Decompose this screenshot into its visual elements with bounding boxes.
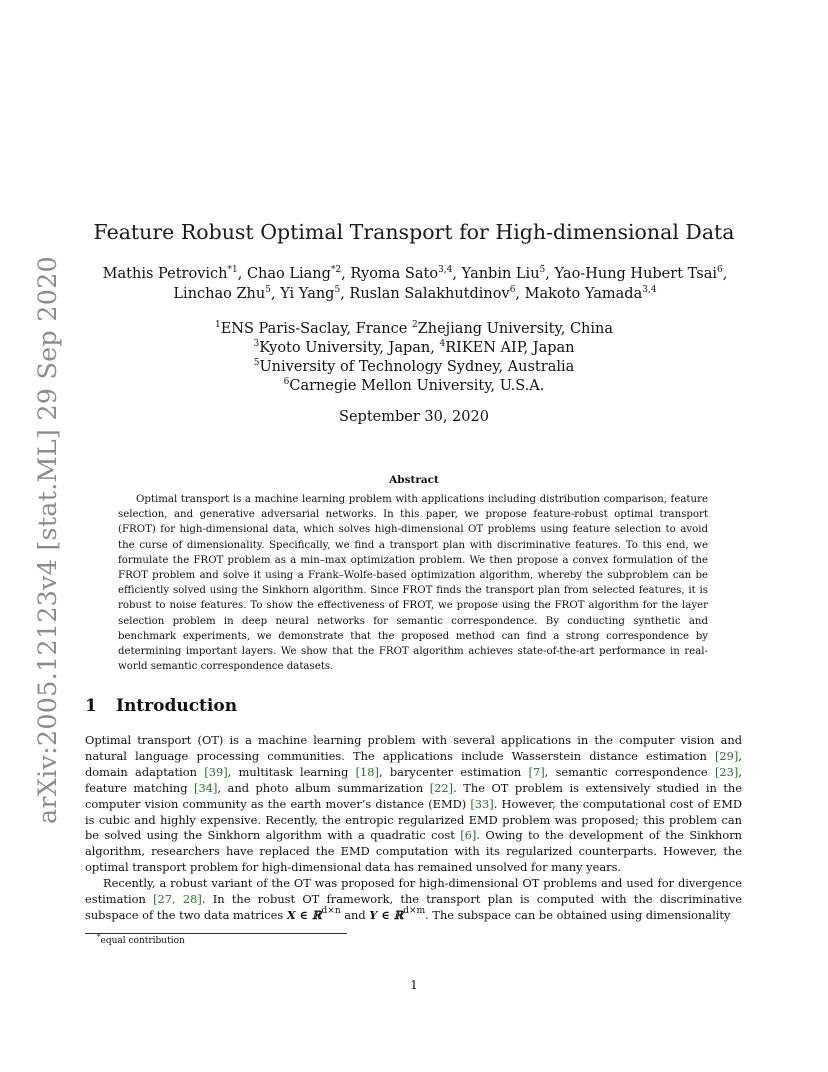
author-superscript: *1 — [227, 265, 238, 275]
author: Ryoma Sato — [350, 266, 439, 282]
citation-link[interactable]: [18] — [355, 764, 379, 779]
text-run: . The subspace can be obtained using dimensionality — [425, 907, 731, 922]
citation-link[interactable]: [23] — [714, 764, 739, 779]
text-run: , feature matching — [85, 764, 742, 795]
author-superscript: 5 — [539, 265, 546, 275]
abstract-heading: Abstract — [389, 474, 439, 486]
text-run: and — [340, 907, 370, 922]
math-expression: Y ∈ ℝ — [369, 907, 404, 922]
section-title: Introduction — [116, 696, 238, 716]
math-superscript: d×n — [321, 905, 341, 916]
citation-link[interactable]: [7] — [528, 764, 545, 779]
affiliation-line — [0, 377, 828, 396]
arxiv-identifier: arXiv:2005.12123v4 [stat.ML] 29 Sep 2020 — [33, 256, 63, 824]
math-superscript: d×m — [403, 905, 426, 916]
text-run: , barycenter estimation — [378, 764, 529, 779]
abstract-text: Optimal transport is a machine learning problem with applications including distribution comparison, feature selection, and generative adversarial networks. In this paper, we propose feature-robust optimal transport (FROT) for high-dimensional data, which solves high-dimensional OT problems using feature selection to avoid the curse of dimensionality. Specifically, we find a transport plan with discriminative features. To this end, we formulate the FROT problem as a min–max optimization problem. We then propose a convex formulation of the FROT problem and solve it using a Frank–Wolfe-based optimization algorithm, whereby the subproblem can be efficiently solved using the Sinkhorn algorithm. Since FROT finds the transport plan from selected features, it is robust to noise features. To show the effectiveness of FROT, we propose using the FROT algorithm for the layer selection problem in deep neural networks for semantic correspondence. By conducting synthetic and benchmark experiments, we demonstrate that the proposed method can find a strong correspondence by determining important layers. We show that the FROT algorithm achieves state-of-the-art performance in real-world semantic correspondence datasets. — [118, 494, 708, 673]
author: Ruslan Salakhutdinov — [349, 286, 510, 302]
page-number: 1 — [410, 978, 418, 992]
paragraph — [85, 876, 742, 924]
affiliation-mark: 2 — [411, 320, 418, 330]
author-superscript: 6 — [716, 265, 723, 275]
author: Makoto Yamada — [524, 286, 643, 302]
text-run: , multitask learning — [227, 764, 356, 779]
citation-link[interactable]: [34] — [194, 780, 218, 795]
affiliation: Zhejiang University, China — [417, 321, 614, 337]
affiliation-line — [0, 358, 828, 377]
introduction-body — [85, 733, 742, 924]
author-superscript: 3,4 — [642, 285, 657, 295]
author-superscript: 6 — [509, 285, 516, 295]
footnote-rule — [85, 933, 347, 934]
author: Yao-Hung Hubert Tsai — [554, 266, 717, 282]
footnote — [97, 933, 185, 946]
citation-link[interactable]: [33] — [470, 796, 494, 811]
affiliation-line — [0, 320, 828, 339]
paper-title: Feature Robust Optimal Transport for High-dimensional Data — [93, 220, 735, 244]
author-superscript: 5 — [265, 285, 271, 295]
affiliation: Carnegie Mellon University, U.S.A. — [289, 378, 545, 394]
section-heading — [85, 696, 237, 716]
affiliation-mark: 3 — [253, 339, 260, 349]
affiliation: Kyoto University, Japan, — [259, 340, 440, 356]
text-run: , domain adaptation — [85, 748, 742, 779]
citation-link[interactable]: [6] — [460, 828, 477, 843]
section-number: 1 — [85, 696, 97, 716]
citation-link[interactable]: [27, 28] — [153, 892, 202, 907]
footnote-text: equal contribution — [100, 936, 185, 946]
publication-date: September 30, 2020 — [339, 409, 489, 425]
author: Yi Yang — [280, 286, 335, 302]
text-run: , semantic correspondence — [544, 764, 715, 779]
author: Yanbin Liu — [461, 266, 540, 282]
affiliation-mark: 5 — [253, 358, 260, 368]
author-superscript: 3,4 — [438, 265, 453, 275]
affiliation-mark: 6 — [283, 377, 290, 387]
affiliation-mark: 1 — [214, 320, 221, 330]
footnote-mark: * — [97, 933, 101, 941]
text-run: . In the robust OT framework, the transport plan is computed with the discriminative subspace of the two data matrices — [85, 892, 742, 922]
paragraph — [85, 733, 742, 876]
affiliation: University of Technology Sydney, Australia — [259, 359, 575, 375]
author-list: Mathis Petrovich$^{*1}$, Chao Liang$^{*2}$, Ryoma Sato$^{3,4}$, Yanbin Liu$^5$, Yao-Hung Hubert Tsai$^6$, Linchao Zhu$^5$, Yi Yang$^5$, Ruslan Salakhutdinov$^6$, Makoto Yamada$^{3,4}$ — [102, 265, 728, 302]
author: Linchao Zhu — [173, 286, 266, 302]
citation-link[interactable]: [29] — [714, 748, 739, 763]
text-run: . However, the computational cost of EMD is cubic and highly expensive. Recently, the entropic regularized EMD problem was proposed; this problem can be solved using the Sinkhorn algorithm with a quadratic cost — [85, 796, 742, 843]
affiliation: ENS Paris-Saclay, France — [220, 321, 412, 337]
author-superscript: 5 — [334, 285, 341, 295]
author: Mathis Petrovich — [102, 266, 228, 282]
citation-link[interactable]: [22] — [429, 780, 454, 795]
text-run: . Owing to the development of the Sinkhorn algorithm, researchers have replaced the EMD computation with its regularized counterparts. However, the optimal transport problem for high-dimensional data has remained unsolved for many years. — [85, 828, 742, 875]
author: Chao Liang — [246, 266, 331, 282]
math-expression: X ∈ ℝ — [286, 907, 322, 922]
citation-link[interactable]: [39] — [204, 764, 228, 779]
text-run: Recently, a robust variant of the OT was proposed for high-dimensional OT problems and used for divergence estimation — [85, 876, 742, 907]
author-superscript: *2 — [330, 265, 342, 275]
text-run: . The OT problem is extensively studied in the computer vision community as the earth mover’s distance (EMD) — [85, 780, 742, 811]
affiliation-line — [0, 339, 828, 358]
affiliation-mark: 4 — [439, 339, 446, 349]
text-run: , and photo album summarization — [217, 780, 430, 795]
text-run: Optimal transport (OT) is a machine learning problem with several applications in the computer vision and natural language processing communities. The applications include Wasserstein distance estimation — [85, 733, 742, 763]
affiliation: RIKEN AIP, Japan — [445, 340, 575, 356]
affiliations — [0, 320, 828, 396]
